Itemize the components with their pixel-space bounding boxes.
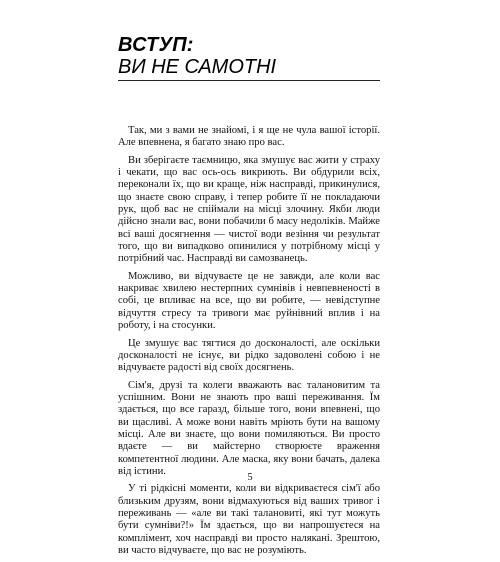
chapter-title: ВИ НЕ САМОТНІ <box>118 56 277 78</box>
chapter-kicker: ВСТУП: <box>118 34 194 56</box>
paragraph-5: Сім'я, друзі та колеги вважають вас талановитим та успішним. Вони не знають про ваші переживання. Їм здається, що все гаразд, більше того, вони впевнені, що ви щасливі. А може вони навіть мріють бути на вашому місці. Але ви знаєте, що вони помиляються. Ви просто вдаєте — ви майстерно створюєте враження компетентної людини. Але маска, яку вони бачать, далека від істини. <box>118 379 380 477</box>
page-number: 5 <box>247 472 253 483</box>
paragraph-1: Так, ми з вами не знайомі, і я ще не чула вашої історії. Але впевнена, я багато знаю про вас. <box>118 125 380 149</box>
paragraph-3: Можливо, ви відчуваєте це не завжди, але коли вас накриває хвилею нестерпних сумнівів і невпевненості в собі, це впливає на все, що ви робите, — невідступне відчуття стресу та тривоги має руйнівний вплив і на роботу, і на стосунки. <box>118 270 380 332</box>
chapter-heading <box>118 34 418 78</box>
paragraph-4: Це змушує вас тягтися до досконалості, але оскільки досконалості не існує, ви рідко задоволені собою і не відчуваєте радості від своїх досягнень. <box>118 337 380 374</box>
heading-divider <box>118 80 380 81</box>
chapter-body <box>118 125 380 562</box>
paragraph-2: Ви зберігаєте таємницю, яка змушує вас жити у страху і чекати, що вас ось-ось викриють. Ви обдурили всіх, переконали їх, що ви краще, ніж насправді, прикинулися, що знаєте свою справу, і тепер робите її не покладаючи рук, щоб вас не спіймали на місці злочину. Якби люди дійсно знали вас, вони побачили б масу недоліків. Майже всі ваші досягнення — чистої води везіння чи результат того, що ви випадково опинилися у потрібному місці у потрібний час. Насправді ви самозванець. <box>118 154 380 265</box>
paragraph-6: У ті рідкісні моменти, коли ви відкриваєтеся сім'ї або близьким друзям, вони відмахуються від ваших тривог і переживань — «але ви такі талановиті, які тут можуть бути сумніви?!» Їм здається, що ви напрошуєтеся на комплімент, хоч насправді ви просто налякані. Зрештою, ви часто відчуваєте, що вас не розуміють. <box>118 483 380 556</box>
